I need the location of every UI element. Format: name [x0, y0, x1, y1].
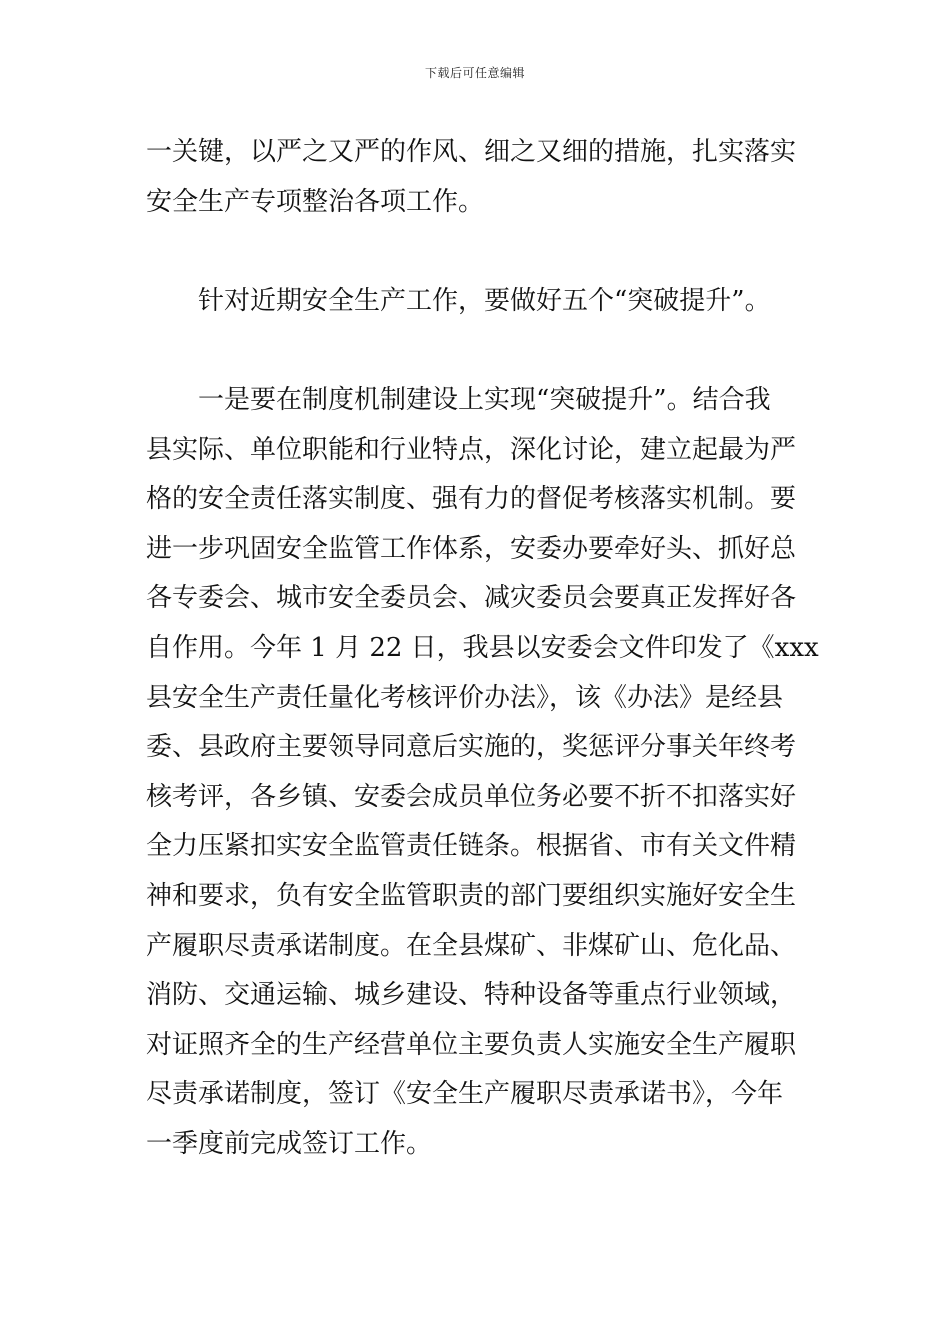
- paragraph: [146, 277, 806, 327]
- text-line: 一是要在制度机制建设上实现“突破提升”。结合我: [146, 384, 771, 415]
- text-line: 县安全生产责任量化考核评价办法》，该《办法》是经县: [146, 682, 784, 713]
- paragraph: [146, 376, 819, 1170]
- page-header: 下载后可任意编辑: [424, 66, 525, 80]
- text-line: 格的安全责任落实制度、强有力的督促考核落实机制。要: [146, 484, 797, 515]
- paragraph-gap: [146, 326, 806, 376]
- text-line: 全力压紧扣实安全监管责任链条。根据省、市有关文件精: [146, 831, 797, 862]
- text-line: 自作用。今年 1 月 22 日，我县以安委会文件印发了《xxx: [146, 632, 819, 663]
- paragraph-gap: [146, 227, 806, 277]
- paragraph: [146, 128, 806, 227]
- text-line: 县实际、单位职能和行业特点，深化讨论，建立起最为严: [146, 434, 797, 465]
- text-line: 一季度前完成签订工作。: [146, 1128, 433, 1159]
- text-line: 神和要求，负有安全监管职责的部门要组织实施好安全生: [146, 880, 797, 911]
- document-body: [146, 128, 819, 1169]
- text-line: 核考评，各乡镇、安委会成员单位务必要不折不扣落实好: [146, 781, 797, 812]
- text-line: 消防、交通运输、城乡建设、特种设备等重点行业领域，: [146, 980, 797, 1011]
- text-line: 安全生产专项整治各项工作。: [146, 186, 485, 217]
- text-line: 对证照齐全的生产经营单位主要负责人实施安全生产履职: [146, 1029, 797, 1060]
- text-line: 一关键，以严之又严的作风、细之又细的措施，扎实落实: [146, 137, 797, 167]
- text-line: 进一步巩固安全监管工作体系，安委办要牵好头、抓好总: [146, 533, 797, 564]
- text-line: 各专委会、城市安全委员会、减灾委员会要真正发挥好各: [146, 583, 797, 614]
- text-line: 尽责承诺制度，签订《安全生产履职尽责承诺书》，今年: [146, 1079, 784, 1110]
- text-line: 针对近期安全生产工作，要做好五个“突破提升”。: [146, 285, 771, 316]
- text-line: 产履职尽责承诺制度。在全县煤矿、非煤矿山、危化品、: [146, 930, 797, 961]
- text-line: 委、县政府主要领导同意后实施的，奖惩评分事关年终考: [146, 732, 797, 763]
